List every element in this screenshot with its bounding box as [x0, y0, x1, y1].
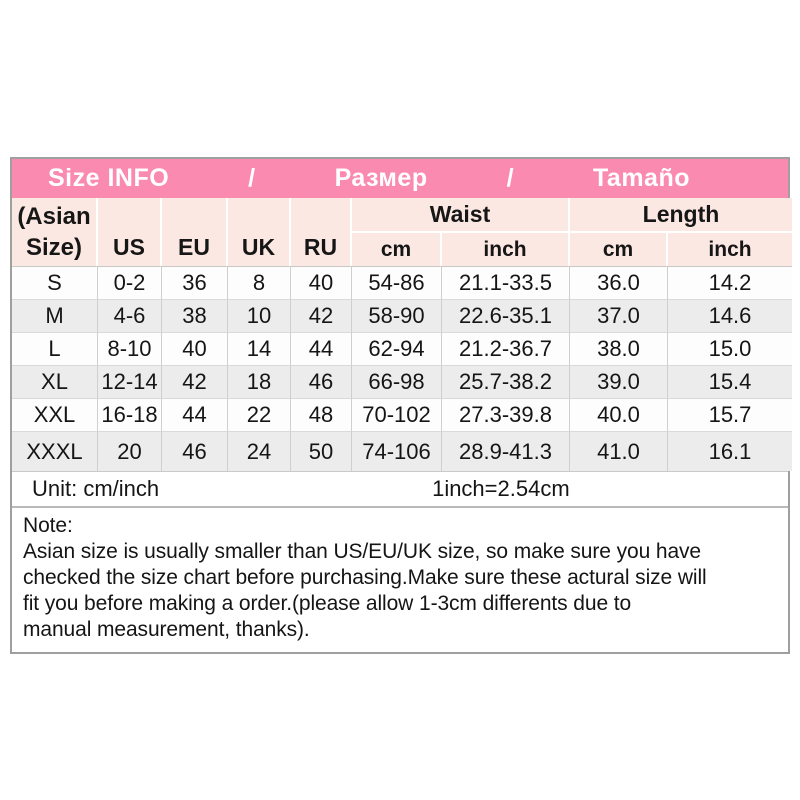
column-group-length: Length: [570, 198, 792, 233]
column-header-length-cm: cm: [570, 233, 668, 266]
cell-length-cm: 37.0: [570, 299, 668, 332]
column-header-uk: UK: [228, 198, 291, 266]
cell-ru: 50: [291, 431, 352, 471]
size-info-title-bar: [12, 159, 788, 198]
title-segment-ru: Размер: [334, 164, 428, 192]
note-label: Note:: [23, 514, 73, 537]
cell-length-cm: 41.0: [570, 431, 668, 471]
note-line: manual measurement, thanks).: [23, 618, 310, 641]
cell-eu: 46: [162, 431, 228, 471]
cell-ru: 44: [291, 332, 352, 365]
size-chart-panel: [10, 157, 790, 654]
title-segment-es: Tamaño: [593, 164, 690, 192]
cell-waist-inch: 21.2-36.7: [442, 332, 570, 365]
cell-size: L: [12, 332, 98, 365]
note-section: [12, 506, 788, 652]
column-header-ru: RU: [291, 198, 352, 266]
cell-waist-inch: 28.9-41.3: [442, 431, 570, 471]
title-separator: /: [506, 164, 515, 192]
table-row-s: [12, 266, 792, 299]
cell-uk: 8: [228, 266, 291, 299]
table-row-xxl: [12, 398, 792, 431]
cell-uk: 10: [228, 299, 291, 332]
cell-us: 16-18: [98, 398, 162, 431]
cell-length-inch: 14.2: [668, 266, 792, 299]
cell-size: XXL: [12, 398, 98, 431]
column-header-length-inch: inch: [668, 233, 792, 266]
cell-uk: 18: [228, 365, 291, 398]
cell-size: XL: [12, 365, 98, 398]
inch-conversion-note: 1inch=2.54cm: [432, 476, 570, 501]
cell-ru: 46: [291, 365, 352, 398]
cell-us: 20: [98, 431, 162, 471]
table-row-xxxl: [12, 431, 792, 471]
cell-length-inch: 15.4: [668, 365, 792, 398]
cell-length-cm: 38.0: [570, 332, 668, 365]
cell-waist-cm: 70-102: [352, 398, 442, 431]
unit-label: Unit: cm/inch: [32, 476, 160, 501]
cell-size: M: [12, 299, 98, 332]
cell-waist-inch: 27.3-39.8: [442, 398, 570, 431]
cell-waist-cm: 66-98: [352, 365, 442, 398]
cell-us: 0-2: [98, 266, 162, 299]
cell-length-cm: 39.0: [570, 365, 668, 398]
cell-eu: 40: [162, 332, 228, 365]
cell-uk: 22: [228, 398, 291, 431]
cell-eu: 38: [162, 299, 228, 332]
table-row-l: [12, 332, 792, 365]
column-header-waist-inch: inch: [442, 233, 570, 266]
unit-row: [12, 471, 788, 506]
cell-waist-cm: 58-90: [352, 299, 442, 332]
cell-waist-inch: 25.7-38.2: [442, 365, 570, 398]
cell-size: XXXL: [12, 431, 98, 471]
cell-waist-inch: 21.1-33.5: [442, 266, 570, 299]
cell-waist-cm: 62-94: [352, 332, 442, 365]
cell-waist-inch: 22.6-35.1: [442, 299, 570, 332]
cell-ru: 42: [291, 299, 352, 332]
cell-uk: 24: [228, 431, 291, 471]
asian-size-line1: (Asian: [17, 202, 91, 230]
cell-waist-cm: 74-106: [352, 431, 442, 471]
cell-eu: 42: [162, 365, 228, 398]
column-group-waist: Waist: [352, 198, 570, 233]
column-header-us: US: [98, 198, 162, 266]
cell-us: 4-6: [98, 299, 162, 332]
size-chart-table: [12, 198, 792, 471]
cell-length-cm: 40.0: [570, 398, 668, 431]
cell-length-inch: 14.6: [668, 299, 792, 332]
note-line: fit you before making a order.(please allow 1-3cm differents due to: [23, 592, 632, 615]
cell-ru: 48: [291, 398, 352, 431]
table-row-m: [12, 299, 792, 332]
cell-length-inch: 16.1: [668, 431, 792, 471]
asian-size-line2: Size): [25, 234, 82, 261]
cell-waist-cm: 54-86: [352, 266, 442, 299]
cell-length-inch: 15.0: [668, 332, 792, 365]
table-row-xl: [12, 365, 792, 398]
title-separator: /: [248, 164, 256, 192]
cell-eu: 44: [162, 398, 228, 431]
cell-us: 8-10: [98, 332, 162, 365]
header-row-groups: [12, 198, 792, 233]
cell-eu: 36: [162, 266, 228, 299]
note-line: checked the size chart before purchasing.Make sure these actural size will: [23, 566, 707, 589]
column-header-waist-cm: cm: [352, 233, 442, 266]
cell-ru: 40: [291, 266, 352, 299]
cell-uk: 14: [228, 332, 291, 365]
cell-length-inch: 15.7: [668, 398, 792, 431]
title-segment-en: Size INFO: [48, 164, 170, 192]
cell-us: 12-14: [98, 365, 162, 398]
cell-size: S: [12, 266, 98, 299]
column-header-asian-size: [12, 198, 98, 266]
column-header-eu: EU: [162, 198, 228, 266]
note-line: Asian size is usually smaller than US/EU/UK size, so make sure you have: [23, 540, 702, 563]
cell-length-cm: 36.0: [570, 266, 668, 299]
